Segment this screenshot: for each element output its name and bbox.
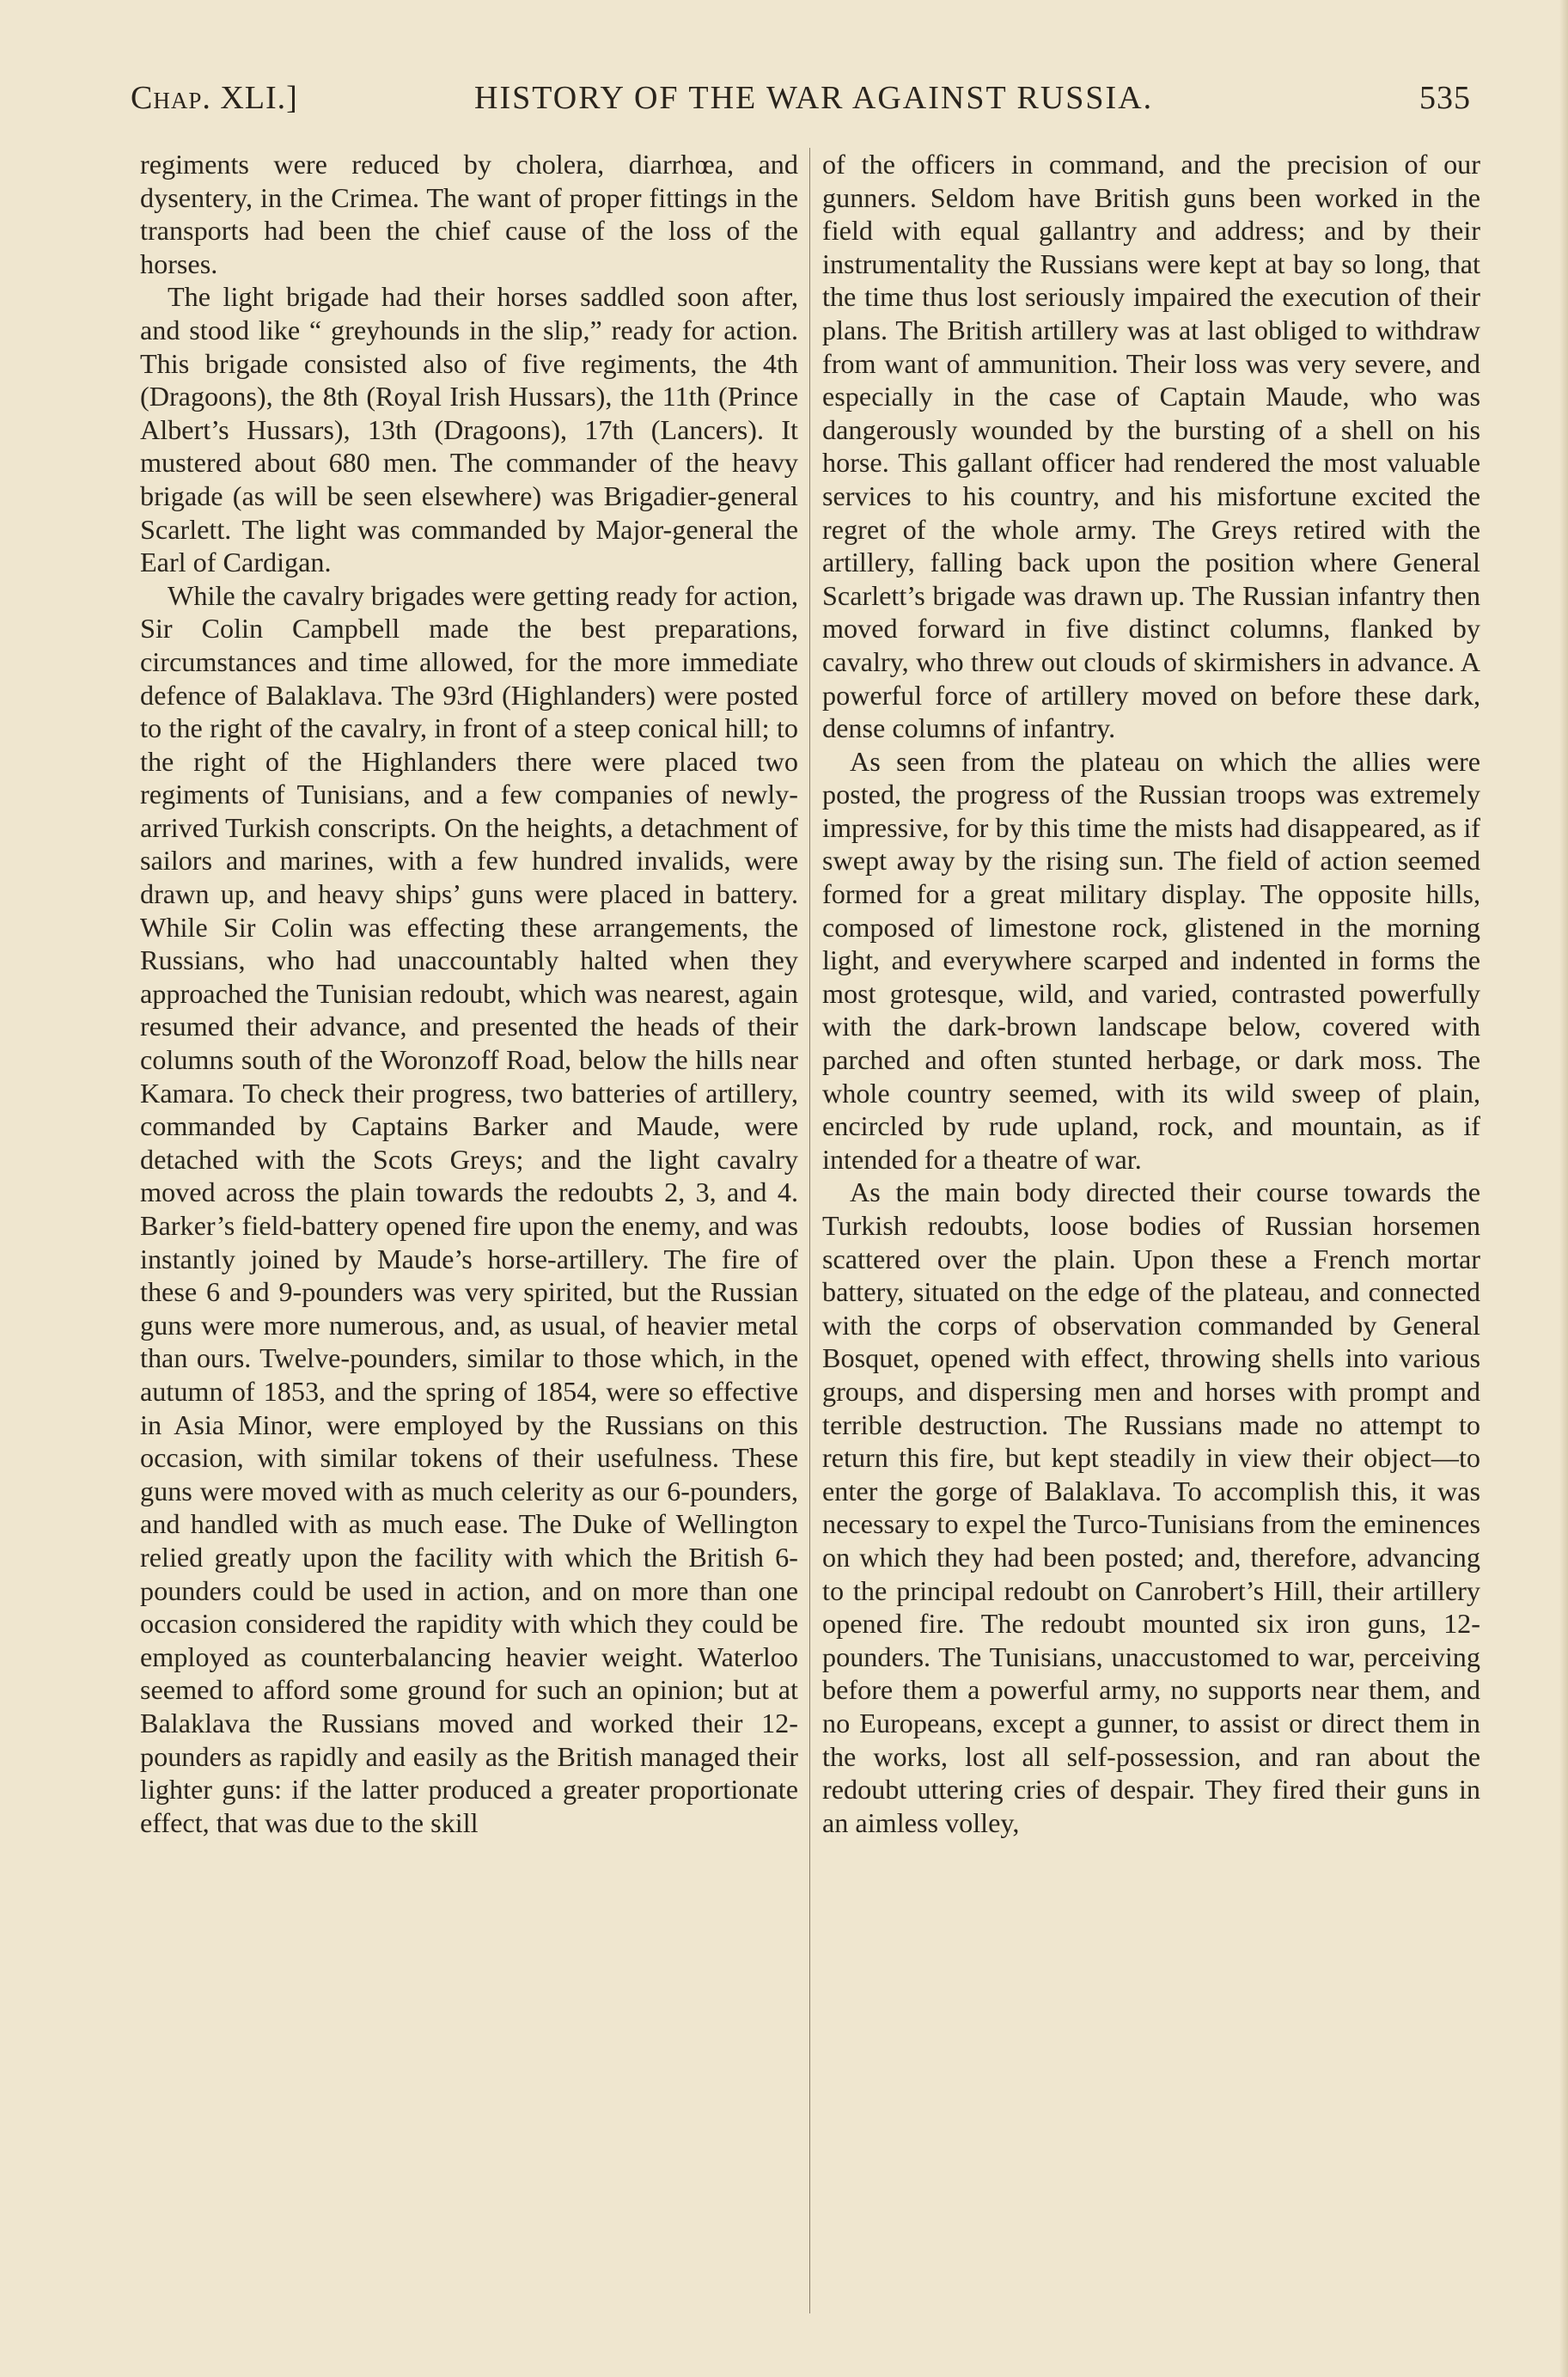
page-edge-shadow xyxy=(1559,0,1568,2377)
paragraph: As the main body directed their course towards the Turkish redoubts, loose bodies of Russian horsemen scattered over the plain. Upon these a French mortar battery, situated on the edge of the plateau, and connected with the corps of observation commanded by General Bosquet, opened with effect, throwing shells into various groups, and dispersing men and horses with prompt and terrible destruction. The Russians made no attempt to return this fire, but kept steadily in view their object—to enter the gorge of Balaklava. To accomplish this, it was necessary to expel the Turco-Tunisians from the eminences on which they had been posted; and, therefore, advancing to the principal redoubt on Canrobert’s Hill, their artillery opened fire. The redoubt mounted six iron guns, 12-pounders. The Tunisians, unaccustomed to war, perceiving before them a powerful army, no supports near them, and no Europeans, except a gunner, to assist or direct them in the works, lost all self-possession, and ran about the redoubt uttering cries of despair. They fired their guns in an aimless volley, xyxy=(822,1176,1480,1838)
right-column xyxy=(822,148,1480,1839)
column-divider xyxy=(809,148,810,2313)
running-title: HISTORY OF THE WAR AGAINST RUSSIA. xyxy=(474,80,1154,116)
paragraph: of the officers in command, and the precision of our gunners. Seldom have British guns been worked in the field with equal gallantry and address; and by their instrumentality the Russians were kept at bay so long, that the time thus lost seriously impaired the execution of their plans. The British artillery was at last obliged to withdraw from want of ammunition. Their loss was very severe, and especially in the case of Captain Maude, who was dangerously wounded by the bursting of a shell on his horse. This gallant officer had rendered the most valuable services to his country, and his misfortune excited the regret of the whole army. The Greys retired with the artillery, falling back upon the position where General Scarlett’s brigade was drawn up. The Russian infantry then moved forward in five distinct columns, flanked by cavalry, who threw out clouds of skirmishers in advance. A powerful force of artillery moved on before these dark, dense columns of infantry. xyxy=(822,149,1480,744)
chapter-label: Chap. XLI.] xyxy=(131,80,298,116)
paragraph: regiments were reduced by cholera, diarrhœa, and dysentery, in the Crimea. The want of proper fittings in the transports had been the chief cause of the loss of the horses. xyxy=(140,149,798,279)
running-header xyxy=(131,79,1471,131)
paragraph: While the cavalry brigades were getting ready for action, Sir Colin Campbell made the best preparations, circumstances and time allowed, for the more immediate defence of Balaklava. The 93rd (Highlanders) were posted to the right of the cavalry, in front of a steep conical hill; to the right of the Highlanders there were placed two regiments of Tunisians, and a few companies of newly-arrived Turkish conscripts. On the heights, a detachment of sailors and marines, with a few hundred invalids, were drawn up, and heavy ships’ guns were placed in battery. While Sir Colin was effecting these arrangements, the Russians, who had unaccountably halted when they approached the Tunisian redoubt, which was nearest, again resumed their advance, and presented the heads of their columns south of the Woronzoff Road, below the hills near Kamara. To check their progress, two batteries of artillery, commanded by Captains Barker and Maude, were detached with the Scots Greys; and the light cavalry moved across the plain towards the redoubts 2, 3, and 4. Barker’s field-battery opened fire upon the enemy, and was instantly joined by Maude’s horse-artillery. The fire of these 6 and 9-pounders was very spirited, but the Russian guns were more numerous, and, as usual, of heavier metal than ours. Twelve-pounders, similar to those which, in the autumn of 1853, and the spring of 1854, were so effective in Asia Minor, were employed by the Russians on this occasion, with similar tokens of their usefulness. These guns were moved with as much celerity as our 6-pounders, and handled with as much ease. The Duke of Wellington relied greatly upon the facility with which the British 6-pounders could be used in action, and on more than one occasion considered the rapidity with which they could be employed as counterbalancing heavier weight. Waterloo seemed to afford some ground for such an opinion; but at Balaklava the Russians moved and worked their 12-pounders as rapidly and easily as the British managed their lighter guns: if the latter produced a greater proportionate effect, that was due to the skill xyxy=(140,579,798,1838)
paragraph: As seen from the plateau on which the allies were posted, the progress of the Russian troops was extremely impressive, for by this time the mists had disappeared, as if swept away by the rising sun. The field of action seemed formed for a great military display. The opposite hills, composed of limestone rock, glistened in the morning light, and everywhere scarped and indented in forms the most grotesque, wild, and varied, contrasted powerfully with the dark-brown landscape below, covered with parched and often stunted herbage, or dark moss. The whole country seemed, with its wild sweep of plain, encircled by rude upland, rock, and mountain, as if intended for a theatre of war. xyxy=(822,745,1480,1175)
left-column xyxy=(140,148,798,1839)
page-number: 535 xyxy=(1419,80,1471,116)
paragraph: The light brigade had their horses saddled soon after, and stood like “ greyhounds in the slip,” ready for action. This brigade consisted also of five regiments, the 4th (Dragoons), the 8th (Royal Irish Hussars), the 11th (Prince Albert’s Hussars), 13th (Dragoons), 17th (Lancers). It mustered about 680 men. The commander of the heavy brigade (as will be seen elsewhere) was Brigadier-general Scarlett. The light was commanded by Major-general the Earl of Cardigan. xyxy=(140,281,798,578)
